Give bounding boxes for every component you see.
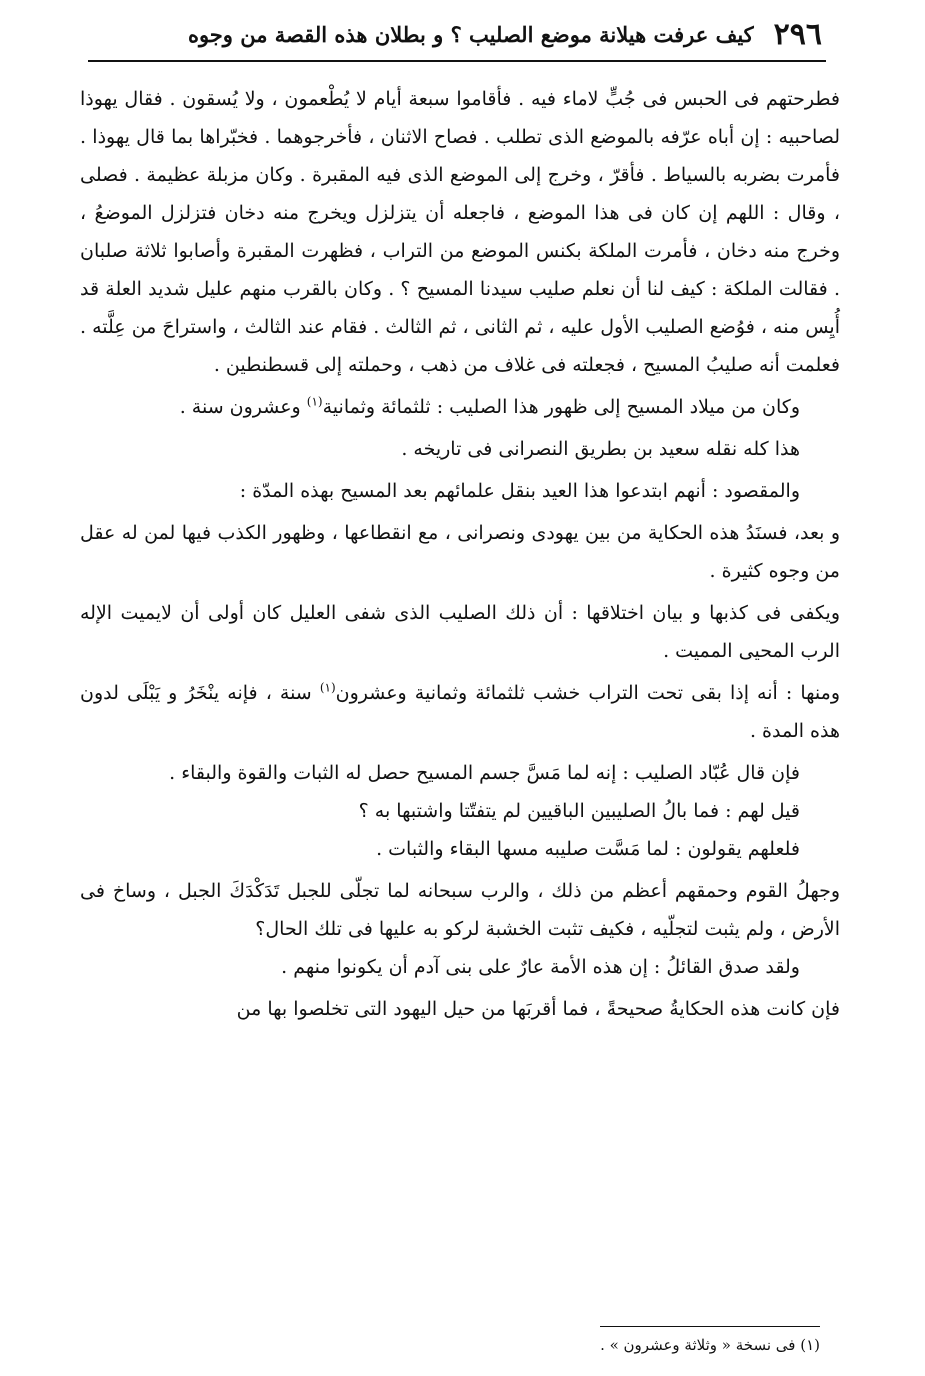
paragraph <box>80 674 840 750</box>
paragraph: و بعد، فسنَدُ هذه الحكاية من بين يهودى ونصرانى ، مع انقطاعها ، وظهور الكذب فيها لمن له عقل من وجوه كثيرة . <box>80 522 840 582</box>
paragraph: هذا كله نقله سعيد بن بطريق النصرانى فى تاريخه . <box>401 438 800 460</box>
footnote-marker: (١) <box>306 394 323 409</box>
paragraph-text: ومنها : أنه إذا بقى تحت التراب خشب ثلثمائة وثمانية وعشرون <box>335 682 840 704</box>
page-header <box>92 14 822 54</box>
paragraph-text: وعشرون سنة . <box>179 396 307 418</box>
footnote: (١) فى نسخة « وثلاثة وعشرون » . <box>600 1336 820 1354</box>
footnote-rule <box>600 1326 820 1327</box>
header-rule <box>88 60 826 62</box>
footnote-marker: (١) <box>319 680 336 695</box>
paragraph: فطرحتهم فى الحبس فى جُبٍّ لاماء فيه . فأقاموا سبعة أيام لا يُطْعمون ، ولا يُسقون . فقال يهوذا لصاحبيه : إن أباه عرّفه بالموضع الذى تطلب . فصاح الاثنان ، فأخرجوهما . فخبّراها بما قال يهوذا . فأمرت بضربه بالسياط . فأقرّ ، وخرج إلى الموضع الذى فيه المقبرة . وكان مزبلة عظيمة . فصلى ، وقال : اللهم إن كان فى هذا الموضع ، فاجعله أن يتزلزل ويخرج منه دخان فتزلزل الموضعُ ، وخرج منه دخان ، فأمرت الملكة بكنس الموضع من التراب ، فظهرت المقبرة وأصابوا ثلاثة صلبان . فقالت الملكة : كيف لنا أن نعلم صليب سيدنا المسيح ؟ . وكان بالقرب منهم عليل شديد العلة قد أُيِس منه ، فوُضع الصليب الأول عليه ، ثم الثانى ، ثم الثالث . فقام عند الثالث ، واستراحَ من عِلَّته . فعلمت أنه صليبُ المسيح ، فجعلته فى غلاف من ذهب ، وحملته إلى قسطنطين . <box>80 88 840 376</box>
paragraph: ويكفى فى كذبها و بيان اختلاقها : أن ذلك الصليب الذى شفى العليل كان أولى أن لايميت الإله الرب المحيى المميت . <box>80 602 840 662</box>
page-number: ٢٩٦ <box>773 16 822 52</box>
paragraph: قيل لهم : فما بالُ الصليبين الباقيين لم يتفتّتا واشتبها به ؟ <box>358 800 800 822</box>
paragraph-text: سنة ، فإنه ينْخَرُ و يَبْلَى لدون هذه المدة . <box>80 682 840 742</box>
paragraph: فإن قال عُبّاد الصليب : إنه لما مَسَّ جسم المسيح حصل له الثبات والقوة والبقاء . <box>169 762 800 784</box>
body-text <box>80 80 840 1028</box>
running-title: كيف عرفت هيلانة موضع الصليب ؟ و بطلان هذه القصة من وجوه <box>187 21 754 47</box>
paragraph: وجهلُ القوم وحمقهم أعظم من ذلك ، والرب سبحانه لما تجلّى للجبل تَدَكْدَكَ الجبل ، وساخ فى الأرض ، ولم يثبت لتجلّيه ، فكيف تثبت الخشبة لركو به عليها فى تلك الحال؟ <box>80 880 840 940</box>
paragraph: ولقد صدق القائلُ : إن هذه الأمة عارٌ على بنى آدم أن يكونوا منهم . <box>281 956 800 978</box>
paragraph <box>80 388 840 426</box>
paragraph: فإن كانت هذه الحكايةُ صحيحةً ، فما أقربَها من حيل اليهود التى تخلصوا بها من <box>236 998 840 1020</box>
paragraph-text: وكان من ميلاد المسيح إلى ظهور هذا الصليب : ثلثمائة وثمانية <box>322 396 800 418</box>
paragraph: والمقصود : أنهم ابتدعوا هذا العيد بنقل علمائهم بعد المسيح بهذه المدّة : <box>239 480 800 502</box>
paragraph: فلعلهم يقولون : لما مَسَّت صليبه مسها البقاء والثبات . <box>376 838 800 860</box>
